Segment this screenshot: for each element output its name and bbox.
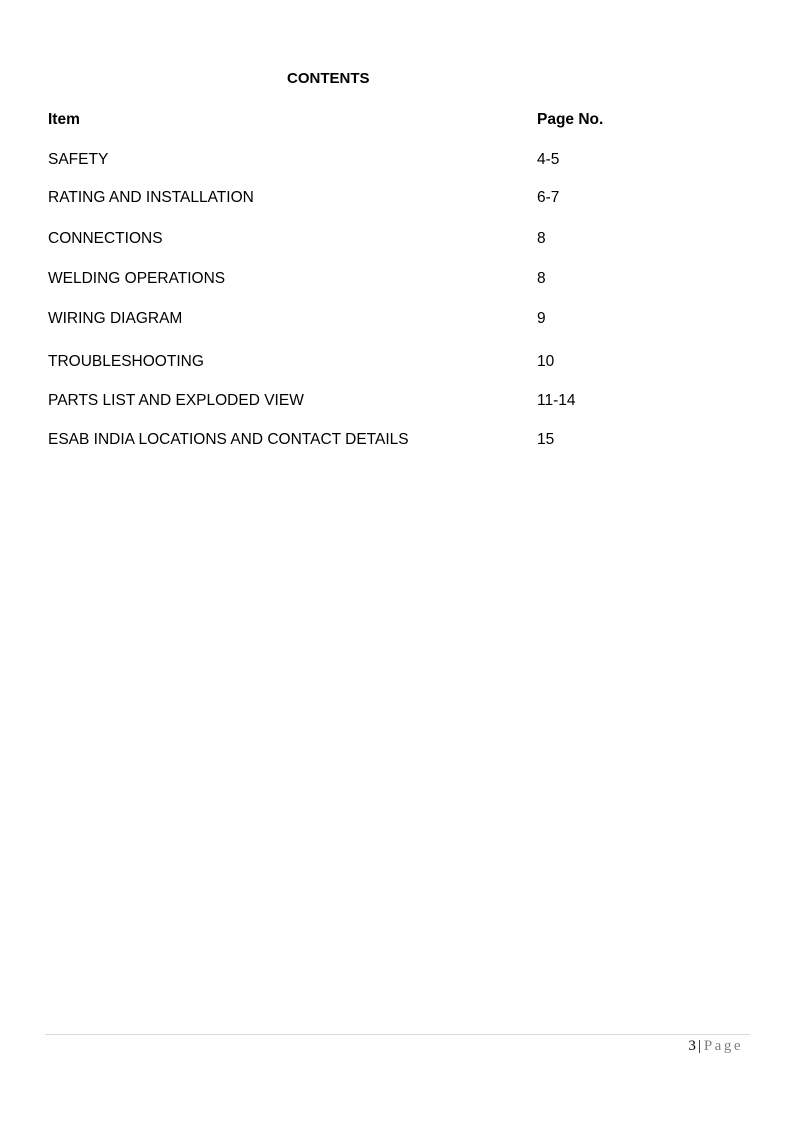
footer-page-number: 3 xyxy=(688,1038,696,1054)
contents-row-troubleshooting xyxy=(48,353,748,373)
contents-page-number: 11-14 xyxy=(537,392,576,409)
page-footer xyxy=(688,1038,743,1055)
contents-row-welding-operations xyxy=(48,270,748,290)
footer-page-word: Page xyxy=(703,1038,743,1054)
contents-item-label: RATING AND INSTALLATION xyxy=(48,189,254,206)
contents-item-label: TROUBLESHOOTING xyxy=(48,353,204,370)
footer-separator: | xyxy=(697,1038,701,1054)
footer-divider xyxy=(45,1034,750,1035)
contents-page-number: 15 xyxy=(537,431,555,448)
contents-row-parts-list xyxy=(48,392,748,412)
contents-item-label: SAFETY xyxy=(48,151,109,168)
contents-item-label: CONNECTIONS xyxy=(48,230,163,247)
contents-item-label: WIRING DIAGRAM xyxy=(48,310,183,327)
contents-page-number: 10 xyxy=(537,353,555,370)
column-header-page: Page No. xyxy=(537,111,604,128)
contents-page-number: 4-5 xyxy=(537,151,560,168)
contents-item-label: PARTS LIST AND EXPLODED VIEW xyxy=(48,392,304,409)
contents-row-safety xyxy=(48,151,748,171)
contents-row-connections xyxy=(48,230,748,250)
contents-item-label: WELDING OPERATIONS xyxy=(48,270,226,287)
contents-page-number: 8 xyxy=(537,270,546,287)
page-title: CONTENTS xyxy=(287,70,370,87)
column-header-item: Item xyxy=(48,111,80,128)
contents-row-rating-installation xyxy=(48,189,748,209)
contents-page-number: 6-7 xyxy=(537,189,560,206)
contents-header-row xyxy=(48,111,748,131)
contents-item-label: ESAB INDIA LOCATIONS AND CONTACT DETAILS xyxy=(48,431,409,448)
contents-page-number: 9 xyxy=(537,310,546,327)
contents-page-number: 8 xyxy=(537,230,546,247)
contents-row-wiring-diagram xyxy=(48,310,748,330)
contents-row-locations-contacts xyxy=(48,431,748,451)
